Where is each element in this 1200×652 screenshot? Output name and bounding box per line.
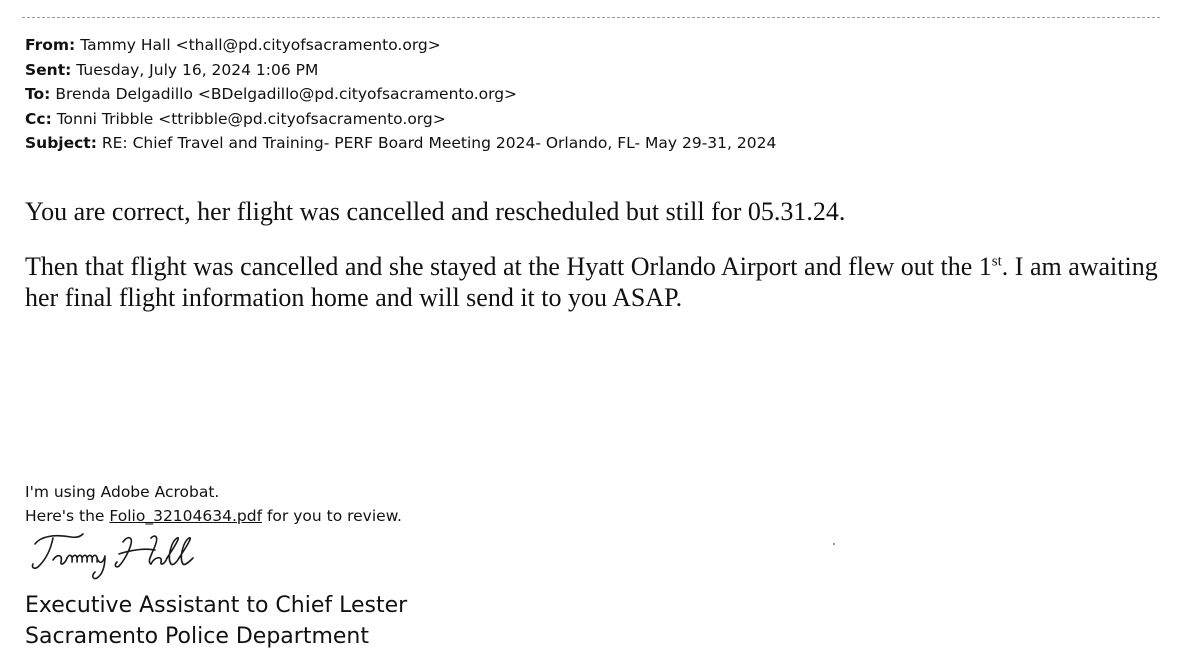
signer-title: Executive Assistant to Chief Lester <box>25 593 408 618</box>
header-cc <box>25 107 776 132</box>
acrobat-line: I'm using Adobe Acrobat. <box>25 483 220 501</box>
scan-speck <box>833 543 835 545</box>
signature-block <box>25 590 407 652</box>
acrobat-text: Here's the <box>25 507 110 525</box>
body-paragraph-2 <box>25 251 1175 313</box>
header-value: Tuesday, July 16, 2024 1:06 PM <box>76 60 319 79</box>
acrobat-text: for you to review. <box>262 507 402 525</box>
header-from <box>25 33 776 58</box>
header-label: Subject: <box>25 134 97 152</box>
body-text-segment: . I am awaiting her final flight information home and will send it to you ASAP. <box>25 252 1158 312</box>
header-sent <box>25 58 776 83</box>
header-to <box>25 82 776 107</box>
header-subject <box>25 131 776 156</box>
ordinal-suffix: st <box>991 253 1002 270</box>
top-divider <box>22 17 1160 18</box>
header-value: Brenda Delgadillo <BDelgadillo@pd.cityofsacramento.org> <box>55 85 518 103</box>
header-value: Tammy Hall <thall@pd.cityofsacramento.org> <box>80 36 441 54</box>
email-headers <box>25 33 776 156</box>
acrobat-review-line <box>25 504 402 528</box>
acrobat-notice <box>25 480 402 528</box>
body-paragraph-1: You are correct, her flight was cancelled and rescheduled but still for 05.31.24. <box>25 197 846 226</box>
header-label: To: <box>25 85 51 103</box>
body-text-segment: Then that flight was cancelled and she stayed at the Hyatt Orlando Airport and flew out the 1 <box>25 252 992 281</box>
email-body <box>25 196 1175 337</box>
header-value: Tonni Tribble <ttribble@pd.cityofsacramento.org> <box>56 109 446 128</box>
handwritten-signature <box>27 528 227 584</box>
header-label: Cc: <box>25 109 52 128</box>
header-label: Sent: <box>25 60 72 79</box>
folio-pdf-link[interactable]: Folio_32104634.pdf <box>109 507 263 525</box>
header-value: RE: Chief Travel and Training- PERF Board Meeting 2024- Orlando, FL- May 29-31, 2024 <box>101 134 777 152</box>
header-label: From: <box>25 36 76 54</box>
signer-department: Sacramento Police Department <box>25 624 369 649</box>
